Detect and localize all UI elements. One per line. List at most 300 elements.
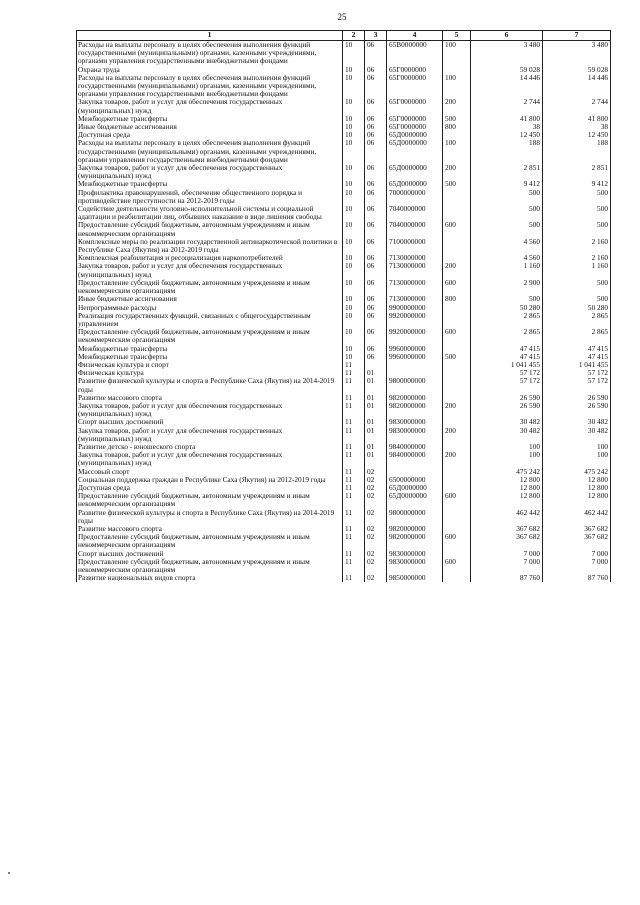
table-row	[77, 418, 611, 426]
row-expense-type	[443, 205, 471, 221]
row-subsection: 02	[365, 468, 387, 476]
row-target-code: 9820000000	[387, 533, 443, 549]
row-subsection: 06	[365, 221, 387, 237]
row-section: 11	[343, 377, 365, 393]
row-amount-a: 47 415	[471, 345, 543, 353]
row-name: Закупка товаров, работ и услуг для обеспечения государственных (муниципальных) нужд	[77, 98, 343, 114]
row-target-code: 9960000000	[387, 345, 443, 353]
row-target-code: 65В0000000	[387, 41, 443, 66]
row-expense-type: 500	[443, 353, 471, 361]
row-name: Массовый спорт	[77, 468, 343, 476]
row-amount-a: 7 000	[471, 558, 543, 574]
row-amount-a: 12 800	[471, 492, 543, 508]
row-amount-a: 367 682	[471, 525, 543, 533]
row-name: Развитие массового спорта	[77, 394, 343, 402]
row-subsection: 06	[365, 115, 387, 123]
row-target-code: 65Д0000000	[387, 139, 443, 164]
table-row	[77, 443, 611, 451]
row-section: 10	[343, 254, 365, 262]
table-row	[77, 74, 611, 99]
row-target-code: 9960000000	[387, 353, 443, 361]
row-amount-a: 475 242	[471, 468, 543, 476]
row-expense-type: 600	[443, 279, 471, 295]
table-row	[77, 295, 611, 303]
row-target-code: 7130000000	[387, 254, 443, 262]
row-target-code	[387, 361, 443, 369]
row-section: 11	[343, 394, 365, 402]
table-row	[77, 476, 611, 484]
row-section: 11	[343, 443, 365, 451]
budget-table	[76, 30, 611, 582]
table-row	[77, 492, 611, 508]
row-subsection: 02	[365, 509, 387, 525]
row-subsection: 01	[365, 418, 387, 426]
row-expense-type	[443, 550, 471, 558]
row-subsection: 02	[365, 574, 387, 582]
row-amount-a: 57 172	[471, 377, 543, 393]
row-amount-a: 2 865	[471, 312, 543, 328]
row-amount-b: 12 800	[587, 483, 608, 492]
row-target-code: 9820000000	[387, 525, 443, 533]
row-target-code: 65Д0000000	[387, 484, 443, 492]
row-section: 10	[343, 295, 365, 303]
row-subsection: 06	[365, 353, 387, 361]
row-amount-a: 59 028	[471, 66, 543, 74]
row-name: Содействие деятельности уголовно-исполнительной системы и социальной адаптации и реабилитации лиц, отбывших наказание в виде лишения свободы	[77, 205, 343, 221]
row-target-code	[387, 468, 443, 476]
row-target-code: 9820000000	[387, 394, 443, 402]
table-row	[77, 558, 611, 574]
header-col-4: 4	[387, 31, 443, 41]
table-row	[77, 550, 611, 558]
row-expense-type: 800	[443, 123, 471, 131]
row-amount-a: 1 160	[471, 262, 543, 278]
row-amount-b: 500	[597, 205, 608, 214]
row-section: 11	[343, 418, 365, 426]
header-col-6: 6	[471, 31, 543, 41]
row-amount-b: 100	[597, 442, 608, 451]
row-amount-b: 367 682	[584, 524, 608, 533]
row-amount-b: 57 172	[587, 369, 608, 378]
row-section: 10	[343, 131, 365, 139]
table-row	[77, 402, 611, 418]
row-section: 10	[343, 205, 365, 221]
row-amount-a: 4 560	[471, 238, 543, 254]
table-row	[77, 369, 611, 377]
row-name: Реализация государственных функций, связанных с общегосударственным управлением	[77, 312, 343, 328]
row-amount-a: 2 851	[471, 164, 543, 180]
row-section: 11	[343, 525, 365, 533]
row-name: Межбюджетные трансферты	[77, 115, 343, 123]
row-expense-type: 600	[443, 558, 471, 574]
table-row	[77, 533, 611, 549]
row-name: Предоставление субсидий бюджетным, автономным учреждениям и иным некоммерческим организациям	[77, 279, 343, 295]
table-row	[77, 304, 611, 312]
row-amount-a: 87 760	[471, 574, 543, 582]
row-name: Межбюджетные трансферты	[77, 180, 343, 188]
row-target-code: 9830000000	[387, 418, 443, 426]
row-amount-a: 367 682	[471, 533, 543, 549]
row-expense-type	[443, 484, 471, 492]
row-section: 10	[343, 74, 365, 99]
row-amount-a: 14 446	[471, 74, 543, 99]
table-row	[77, 361, 611, 369]
row-amount-a: 30 482	[471, 418, 543, 426]
table-row	[77, 394, 611, 402]
row-name: Развитие физической культуры и спорта в Республике Саха (Якутия) на 2014-2019 годы	[77, 509, 343, 525]
row-amount-a: 3 480	[471, 41, 543, 66]
row-section: 11	[343, 468, 365, 476]
row-target-code: 65Г0000000	[387, 98, 443, 114]
row-expense-type: 200	[443, 98, 471, 114]
row-amount-b: 500	[597, 278, 608, 287]
table-row	[77, 205, 611, 221]
table-row	[77, 254, 611, 262]
row-amount-b: 30 482	[587, 418, 608, 427]
row-amount-a: 100	[471, 443, 543, 451]
header-col-1: 1	[77, 31, 343, 41]
table-row	[77, 221, 611, 237]
row-section: 11	[343, 558, 365, 574]
row-section: 10	[343, 66, 365, 74]
row-amount-b: 38	[600, 123, 608, 132]
table-row	[77, 66, 611, 74]
row-amount-a: 2 900	[471, 279, 543, 295]
row-target-code: 9800000000	[387, 377, 443, 393]
row-expense-type: 600	[443, 328, 471, 344]
row-name: Доступная среда	[77, 484, 343, 492]
row-section: 11	[343, 361, 365, 369]
row-name: Охрана труда	[77, 66, 343, 74]
row-section: 10	[343, 279, 365, 295]
table-row	[77, 509, 611, 525]
row-expense-type	[443, 574, 471, 582]
table-row	[77, 123, 611, 131]
row-expense-type: 200	[443, 402, 471, 418]
row-amount-b: 500	[597, 221, 608, 230]
row-amount-a: 9 412	[471, 180, 543, 188]
table-row	[77, 468, 611, 476]
row-section: 10	[343, 353, 365, 361]
row-subsection: 06	[365, 131, 387, 139]
row-amount-a: 188	[471, 139, 543, 164]
row-target-code: 65Д0000000	[387, 180, 443, 188]
table-row	[77, 525, 611, 533]
row-section: 11	[343, 492, 365, 508]
row-name: Закупка товаров, работ и услуг для обеспечения государственных (муниципальных) нужд	[77, 164, 343, 180]
row-name: Закупка товаров, работ и услуг для обеспечения государственных (муниципальных) нужд	[77, 427, 343, 443]
row-target-code: 9830000000	[387, 558, 443, 574]
table-row	[77, 279, 611, 295]
row-amount-b: 3 480	[591, 40, 608, 49]
row-name: Развитие национальных видов спорта	[77, 574, 343, 582]
row-expense-type: 800	[443, 295, 471, 303]
table-row	[77, 238, 611, 254]
table-row	[77, 484, 611, 492]
row-subsection: 06	[365, 123, 387, 131]
row-section: 10	[343, 221, 365, 237]
row-target-code	[387, 369, 443, 377]
table-row	[77, 164, 611, 180]
row-name: Профилактика правонарушений, обеспечение общественного порядка и противодействие преступности на 2012-2019 годы	[77, 189, 343, 205]
row-subsection: 06	[365, 66, 387, 74]
row-amount-a: 1 041 455	[471, 361, 543, 369]
header-col-2: 2	[343, 31, 365, 41]
row-name: Расходы на выплаты персоналу в целях обеспечения выполнения функций государственными (муниципальными) органами, казенными учреждениями, органами управления государственными внебюджетными фондами	[77, 139, 343, 164]
row-amount-b: 1 160	[591, 262, 608, 271]
row-name: Иные бюджетные ассигнования	[77, 295, 343, 303]
row-amount-a: 7 000	[471, 550, 543, 558]
row-target-code: 9920000000	[387, 328, 443, 344]
table-row	[77, 574, 611, 582]
table-row	[77, 262, 611, 278]
row-expense-type: 600	[443, 221, 471, 237]
row-subsection: 01	[365, 394, 387, 402]
row-name: Непрограммные расходы	[77, 304, 343, 312]
row-amount-b: 2 851	[591, 164, 608, 173]
row-expense-type	[443, 418, 471, 426]
row-name: Доступная среда	[77, 131, 343, 139]
table-row	[77, 451, 611, 467]
row-subsection: 06	[365, 98, 387, 114]
row-section: 11	[343, 476, 365, 484]
table-row	[77, 427, 611, 443]
row-target-code: 7040000000	[387, 221, 443, 237]
row-amount-b: 500	[597, 295, 608, 304]
row-expense-type: 500	[443, 180, 471, 188]
row-section: 10	[343, 238, 365, 254]
row-name: Предоставление субсидий бюджетным, автономным учреждениям и иным некоммерческим организациям	[77, 221, 343, 237]
row-subsection: 02	[365, 525, 387, 533]
row-expense-type: 500	[443, 115, 471, 123]
row-amount-b: 57 172	[587, 377, 608, 386]
row-subsection: 02	[365, 550, 387, 558]
row-expense-type	[443, 509, 471, 525]
table-row	[77, 180, 611, 188]
row-name: Межбюджетные трансферты	[77, 345, 343, 353]
row-subsection: 06	[365, 312, 387, 328]
header-col-3: 3	[365, 31, 387, 41]
row-name: Расходы на выплаты персоналу в целях обеспечения выполнения функций государственными (муниципальными) органами, казенными учреждениями, органами управления государственными внебюджетными фондами	[77, 74, 343, 99]
row-expense-type: 100	[443, 139, 471, 164]
row-name: Расходы на выплаты персоналу в целях обеспечения выполнения функций государственными (муниципальными) органами, казенными учреждениями, органами управления государственными внебюджетными фондами	[77, 41, 343, 66]
row-amount-a: 100	[471, 451, 543, 467]
row-name: Спорт высших достижений	[77, 550, 343, 558]
row-expense-type	[443, 345, 471, 353]
row-amount-b: 26 590	[587, 393, 608, 402]
row-amount-b: 2 160	[591, 237, 608, 246]
row-amount-b: 87 760	[587, 574, 608, 583]
row-amount-b: 2 865	[591, 311, 608, 320]
row-section: 10	[343, 115, 365, 123]
row-expense-type: 100	[443, 41, 471, 66]
row-name: Предоставление субсидий бюджетным, автономным учреждениям и иным некоммерческим организациям	[77, 533, 343, 549]
row-section: 11	[343, 484, 365, 492]
row-amount-b: 47 415	[587, 352, 608, 361]
row-expense-type	[443, 189, 471, 205]
row-expense-type: 600	[443, 533, 471, 549]
row-subsection: 06	[365, 345, 387, 353]
row-name: Предоставление субсидий бюджетным, автономным учреждениям и иным некоммерческим организациям	[77, 558, 343, 574]
row-subsection: 01	[365, 443, 387, 451]
row-expense-type	[443, 394, 471, 402]
row-section: 10	[343, 123, 365, 131]
row-section: 10	[343, 139, 365, 164]
row-name: Физическая культура	[77, 369, 343, 377]
row-section: 10	[343, 41, 365, 66]
page-number: 25	[337, 12, 347, 22]
row-expense-type: 200	[443, 451, 471, 467]
row-amount-b: 188	[597, 139, 608, 148]
row-expense-type: 600	[443, 492, 471, 508]
row-target-code: 7130000000	[387, 279, 443, 295]
table-row	[77, 312, 611, 328]
row-section: 11	[343, 451, 365, 467]
row-subsection: 02	[365, 558, 387, 574]
row-amount-a: 47 415	[471, 353, 543, 361]
row-target-code: 9830000000	[387, 427, 443, 443]
row-expense-type	[443, 443, 471, 451]
row-subsection: 06	[365, 164, 387, 180]
row-amount-a: 26 590	[471, 402, 543, 418]
row-expense-type	[443, 377, 471, 393]
row-target-code: 65Д0000000	[387, 492, 443, 508]
row-target-code: 9850000000	[387, 574, 443, 582]
scan-mark	[8, 872, 10, 874]
row-name: Закупка товаров, работ и услуг для обеспечения государственных (муниципальных) нужд	[77, 262, 343, 278]
row-amount-b: 12 800	[587, 475, 608, 484]
table-row	[77, 353, 611, 361]
row-subsection: 06	[365, 189, 387, 205]
row-section: 11	[343, 533, 365, 549]
row-target-code: 65Г0000000	[387, 115, 443, 123]
row-subsection: 06	[365, 279, 387, 295]
row-name: Комплексная реабилитация и ресоциализация наркопотребителей	[77, 254, 343, 262]
table-row	[77, 189, 611, 205]
row-target-code: 65Д0000000	[387, 164, 443, 180]
row-section: 10	[343, 262, 365, 278]
row-amount-b: 2 744	[591, 98, 608, 107]
row-name: Развитие детско - юношеского спорта	[77, 443, 343, 451]
row-amount-b: 26 590	[587, 401, 608, 410]
row-target-code: 7000000000	[387, 189, 443, 205]
row-target-code: 65Г0000000	[387, 123, 443, 131]
row-amount-b: 1 041 455	[578, 360, 608, 369]
row-subsection: 06	[365, 328, 387, 344]
row-name: Закупка товаров, работ и услуг для обеспечения государственных (муниципальных) нужд	[77, 402, 343, 418]
row-amount-b: 7 000	[591, 549, 608, 558]
row-amount-b: 462 442	[584, 508, 608, 517]
row-name: Спорт высших достижений	[77, 418, 343, 426]
row-amount-b: 41 800	[587, 114, 608, 123]
row-section: 10	[343, 164, 365, 180]
row-target-code: 9920000000	[387, 312, 443, 328]
row-amount-b: 100	[597, 451, 608, 460]
row-amount-a: 12 450	[471, 131, 543, 139]
row-target-code: 9800000000	[387, 509, 443, 525]
row-target-code: 65Г0000000	[387, 74, 443, 99]
row-expense-type	[443, 361, 471, 369]
row-section: 10	[343, 189, 365, 205]
row-subsection: 01	[365, 402, 387, 418]
row-section: 10	[343, 328, 365, 344]
row-subsection: 06	[365, 295, 387, 303]
table-row	[77, 98, 611, 114]
row-subsection: 02	[365, 533, 387, 549]
row-subsection: 06	[365, 74, 387, 99]
table-row	[77, 139, 611, 164]
row-name: Предоставление субсидий бюджетным, автономным учреждениям и иным некоммерческим организациям	[77, 328, 343, 344]
row-amount-a: 4 560	[471, 254, 543, 262]
row-amount-b: 14 446	[587, 73, 608, 82]
row-amount-b: 50 280	[587, 303, 608, 312]
row-amount-b: 30 482	[587, 426, 608, 435]
row-amount-a: 2 744	[471, 98, 543, 114]
table-row	[77, 115, 611, 123]
row-section: 11	[343, 509, 365, 525]
row-subsection: 06	[365, 262, 387, 278]
row-amount-b: 2 865	[591, 328, 608, 337]
row-section: 11	[343, 574, 365, 582]
row-expense-type	[443, 238, 471, 254]
row-subsection: 06	[365, 304, 387, 312]
header-col-5: 5	[443, 31, 471, 41]
row-amount-a: 500	[471, 221, 543, 237]
row-expense-type: 100	[443, 74, 471, 99]
row-target-code: 9840000000	[387, 443, 443, 451]
row-name: Развитие физической культуры и спорта в Республике Саха (Якутия) на 2014-2019 годы	[77, 377, 343, 393]
row-amount-b: 2 160	[591, 254, 608, 263]
row-target-code: 65Д0000000	[387, 131, 443, 139]
table-row	[77, 41, 611, 66]
row-target-code: 6500000000	[387, 476, 443, 484]
row-expense-type: 200	[443, 427, 471, 443]
header-col-7: 7	[543, 31, 611, 41]
row-target-code: 9820000000	[387, 402, 443, 418]
row-target-code: 7130000000	[387, 262, 443, 278]
table-row	[77, 377, 611, 393]
row-amount-b: 59 028	[587, 65, 608, 74]
row-name: Межбюджетные трансферты	[77, 353, 343, 361]
row-amount-b: 9 412	[591, 180, 608, 189]
row-amount-a: 12 800	[471, 476, 543, 484]
header-row	[77, 31, 611, 41]
row-target-code: 7100000000	[387, 238, 443, 254]
row-name: Социальная поддержка граждан в Республике Саха (Якутия) на 2012-2019 годы	[77, 476, 343, 484]
row-name: Закупка товаров, работ и услуг для обеспечения государственных (муниципальных) нужд	[77, 451, 343, 467]
row-subsection: 06	[365, 180, 387, 188]
row-name: Предоставление субсидий бюджетным, автономным учреждениям и иным некоммерческим организациям	[77, 492, 343, 508]
row-amount-a: 12 800	[471, 484, 543, 492]
row-amount-b: 367 682	[584, 533, 608, 542]
row-section: 11	[343, 550, 365, 558]
row-target-code: 9830000000	[387, 550, 443, 558]
row-section: 10	[343, 98, 365, 114]
row-section: 10	[343, 180, 365, 188]
row-target-code: 9840000000	[387, 451, 443, 467]
row-amount-a: 462 442	[471, 509, 543, 525]
row-amount-b: 12 800	[587, 492, 608, 501]
row-amount-b: 47 415	[587, 344, 608, 353]
row-amount-b: 475 242	[584, 467, 608, 476]
row-amount-a: 500	[471, 295, 543, 303]
row-target-code: 7130000000	[387, 295, 443, 303]
row-subsection: 01	[365, 451, 387, 467]
row-amount-a: 2 865	[471, 328, 543, 344]
row-amount-a: 500	[471, 205, 543, 221]
row-amount-a: 50 280	[471, 304, 543, 312]
row-expense-type: 200	[443, 262, 471, 278]
